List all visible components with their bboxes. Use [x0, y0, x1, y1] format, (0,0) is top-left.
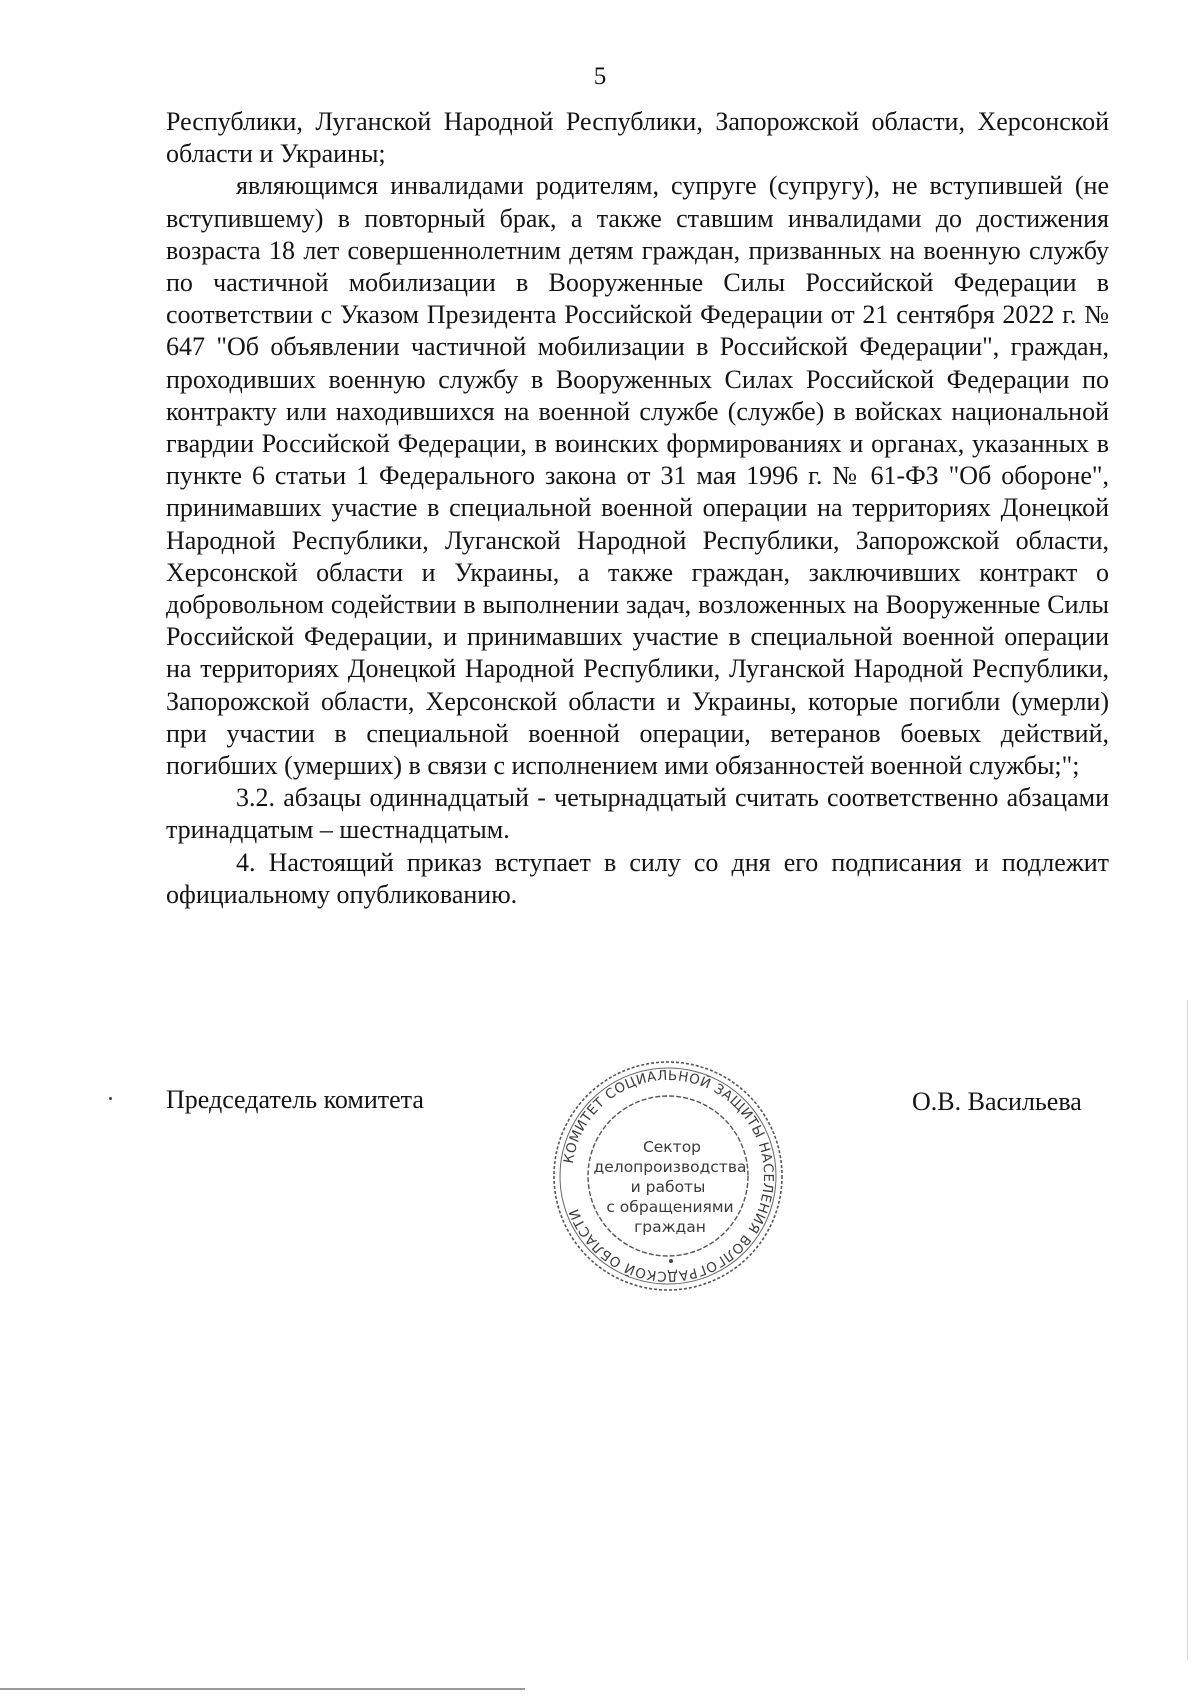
stamp-ring-text	[561, 1068, 776, 1284]
paragraph-1: Республики, Луганской Народной Республики, Запорожской области, Херсонской области и Украины;	[166, 107, 1109, 169]
stamp-ring-textpath: КОМИТЕТ СОЦИАЛЬНОЙ ЗАЩИТЫ НАСЕЛЕНИЯ ВОЛГОГРАДСКОЙ ОБЛАСТИ	[560, 1067, 777, 1285]
paragraph-4: 4. Настоящий приказ вступает в силу со дня его подписания и подлежит официальному опубликованию.	[166, 847, 1109, 909]
stamp-line-2: делопроизводства	[593, 1158, 747, 1176]
stamp-star	[669, 1259, 673, 1263]
scan-edge-line	[1187, 1000, 1188, 1660]
signatory-name: О.В. Васильева	[912, 1087, 1082, 1116]
stray-dot	[109, 1097, 112, 1100]
paragraph-2: являющимся инвалидами родителям, супруге (супругу), не вступившей (не вступившему) в повторный брак, а также ставшим инвалидами до достижения возраста 18 лет совершеннолетним детям граждан, призванных на военную службу по частичной мобилизации в Вооруженные Силы Российской Федерации в соответствии с Указом Президента Российской Федерации от 21 сентября 2022 г. № 647 "Об объявлении частичной мобилизации в Российской Федерации", граждан, проходивших военную службу в Вооруженных Силах Российской Федерации по контракту или находившихся на военной службе (службе) в войсках национальной гвардии Российской Федерации, в воинских формированиях и органах, указанных в пункте 6 статьи 1 Федерального закона от 31 мая 1996 г. № 61-ФЗ "Об обороне", принимавших участие в специальной военной операции на территориях Донецкой Народной Республики, Луганской Народной Республики, Запорожской области, Херсонской области и Украины, а также граждан, заключивших контракт о добровольном содействии в выполнении задач, возложенных на Вооруженные Силы Российской Федерации, и принимавших участие в специальной военной операции на территориях Донецкой Народной Республики, Луганской Народной Республики, Запорожской области, Херсонской области и Украины, которые погибли (умерли) при участии в специальной военной операции, ветеранов боевых действий, погибших (умерших) в связи с исполнением ими обязанностей военной службы;";	[166, 171, 1109, 781]
paragraph-3: 3.2. абзацы одиннадцатый - четырнадцатый считать соответственно абзацами тринадцатым – шестнадцатым.	[166, 783, 1109, 845]
stamp-line-4: с обращениями	[606, 1198, 734, 1216]
document-body	[166, 106, 1109, 911]
signatory-position: Председатель комитета	[166, 1085, 424, 1114]
page-number: 5	[593, 63, 607, 90]
stamp-line-5: граждан	[634, 1218, 706, 1236]
bottom-rule	[0, 1688, 525, 1690]
stamp-line-1: Сектор	[642, 1138, 702, 1156]
stamp-line-3: и работы	[630, 1178, 706, 1196]
official-stamp	[548, 1056, 788, 1296]
